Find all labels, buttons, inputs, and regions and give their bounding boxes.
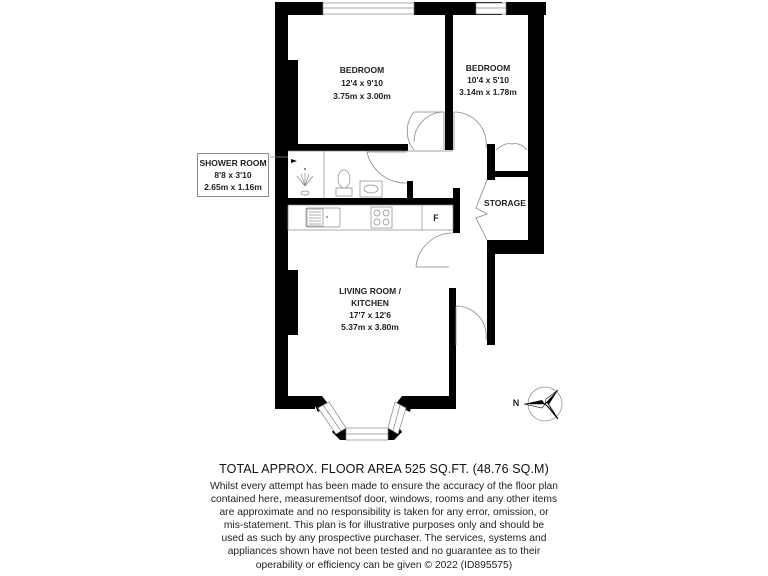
- svg-text:BEDROOM: BEDROOM: [465, 63, 511, 73]
- disclaimer-line: Whilst every attempt has been made to ensure the accuracy of the floor plan: [210, 481, 558, 492]
- disclaimer-line: used as such by any prospective purchaser. The services, systems and: [221, 533, 547, 545]
- svg-text:KITCHEN: KITCHEN: [351, 298, 389, 308]
- compass-icon: [513, 387, 562, 421]
- disclaimer-line: operability or efficiency can be given © 2022 (ID895575): [255, 559, 513, 571]
- svg-text:LIVING ROOM /: LIVING ROOM /: [339, 286, 401, 296]
- disclaimer-line: appliances shown have not been tested and no guarantee as to their: [227, 546, 541, 558]
- storage-label: STORAGE: [484, 198, 526, 208]
- svg-text:5.37m x 3.80m: 5.37m x 3.80m: [341, 322, 399, 332]
- bedroom-2-label: [459, 63, 517, 97]
- svg-text:12'4 x 9'10: 12'4 x 9'10: [341, 78, 383, 88]
- svg-text:3.75m x 3.00m: 3.75m x 3.00m: [333, 91, 391, 101]
- toilet-icon: [336, 170, 352, 196]
- shower-room-name: SHOWER ROOM: [199, 158, 267, 168]
- shower-room-fixtures: [288, 151, 453, 198]
- disclaimer: [0, 480, 768, 572]
- svg-text:3.14m x 1.78m: 3.14m x 1.78m: [459, 87, 517, 97]
- disclaimer-line: contained here, measurementsof door, windows, rooms and any other items: [210, 494, 558, 506]
- disclaimer-line: mis-statement. This plan is for illustrative purposes only and should be: [223, 520, 545, 532]
- disclaimer-line: are approximate and no responsibility is taken for any error, omission, or: [219, 507, 549, 519]
- living-room-label: [339, 286, 402, 332]
- shower-room-imperial: 8'8 x 3'10: [214, 170, 252, 180]
- shower-room-callout: [197, 153, 269, 197]
- svg-text:BEDROOM: BEDROOM: [339, 65, 385, 75]
- svg-text:10'4 x 5'10: 10'4 x 5'10: [467, 75, 509, 85]
- basin-icon: [360, 181, 382, 197]
- shower-room-metric: 2.65m x 1.16m: [204, 182, 262, 192]
- shower-head-icon: [297, 168, 313, 195]
- svg-text:17'7 x 12'6: 17'7 x 12'6: [349, 310, 391, 320]
- fridge-label: F: [433, 213, 439, 223]
- total-floor-area: TOTAL APPROX. FLOOR AREA 525 SQ.FT. (48.76 SQ.M): [219, 462, 549, 476]
- svg-text:N: N: [512, 398, 520, 408]
- bedroom-1-label: [333, 65, 391, 101]
- kitchen-counter: [288, 205, 453, 230]
